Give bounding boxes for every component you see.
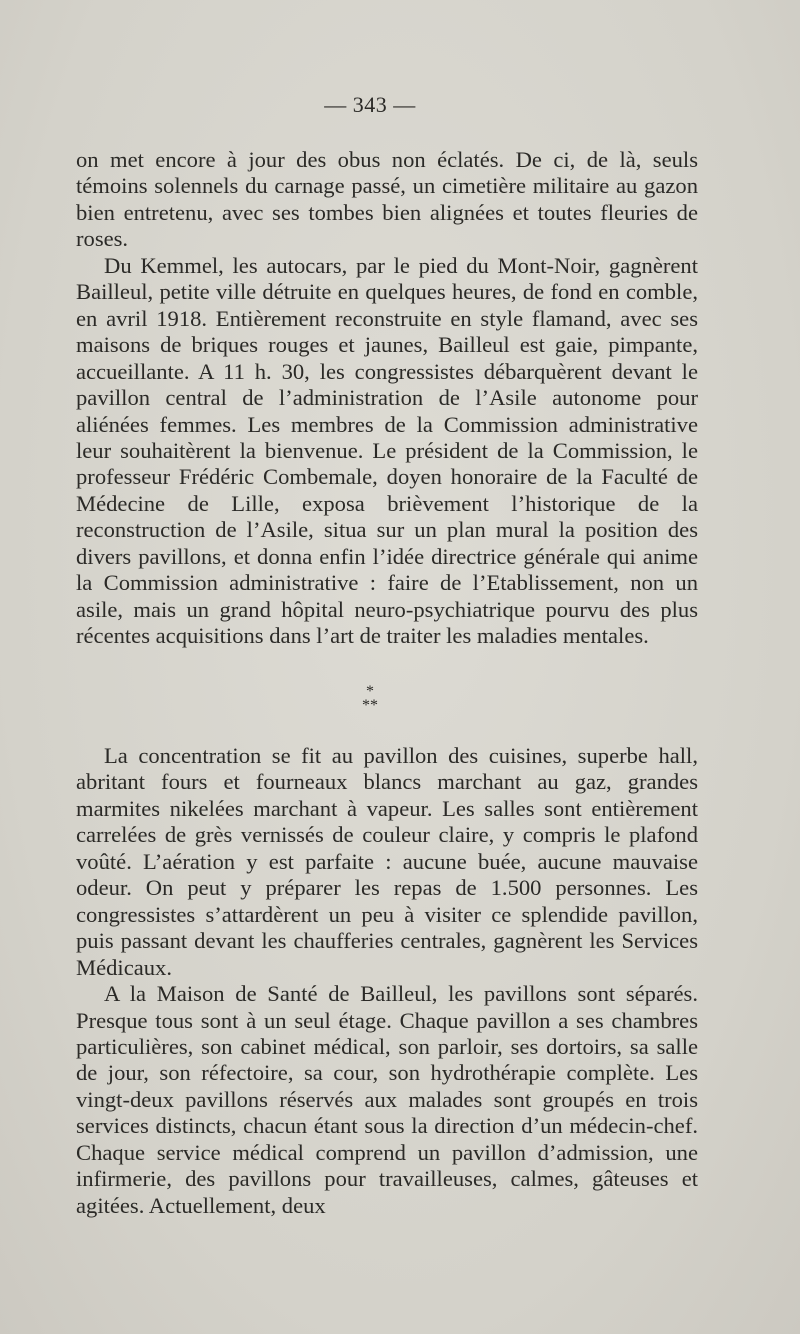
- asterism-bottom: **: [362, 697, 378, 714]
- paragraph: on met encore à jour des obus non éclatés. De ci, de là, seuls témoins solennels du carnage passé, un cimetière militaire au gazon bien entretenu, avec ses tombes bien alignées et toutes fleuries de roses.: [76, 147, 698, 252]
- asterism-separator: [340, 685, 400, 713]
- asterism-top: *: [366, 683, 374, 700]
- text-section-1: [76, 147, 698, 650]
- text-section-2: [76, 743, 698, 1219]
- paragraph: Du Kemmel, les autocars, par le pied du Mont-Noir, gagnèrent Bailleul, petite ville détruite en quelques heures, de fond en comble, en avril 1918. Entièrement reconstruite en style flamand, avec ses maisons de briques rouges et jaunes, Bailleul est gaie, pimpante, accueillante. A 11 h. 30, les congressistes débarquèrent devant le pavillon central de l’administration de l’Asile autonome pour aliénées femmes. Les membres de la Commission administrative leur souhaitèrent la bienvenue. Le président de la Commission, le professeur Frédéric Combemale, doyen honoraire de la Faculté de Médecine de Lille, exposa brièvement l’historique de la reconstruction de l’Asile, situa sur un plan mural la position des divers pavillons, et donna enfin l’idée directrice générale qui anime la Commission administrative : faire de l’Etablissement, non un asile, mais un grand hôpital neuro-psychiatrique pourvu des plus récentes acquisitions dans l’art de traiter les maladies mentales.: [76, 252, 698, 649]
- page-number: — 343 —: [324, 92, 416, 117]
- paragraph: A la Maison de Santé de Bailleul, les pavillons sont séparés. Presque tous sont à un seul étage. Chaque pavillon a ses chambres particulières, son cabinet médical, son parloir, ses dortoirs, sa salle de jour, son réfectoire, sa cour, son hydrothérapie complète. Les vingt-deux pavillons réservés aux malades sont groupés en trois services distincts, chacun étant sous la direction d’un médecin-chef. Chaque service médical comprend un pavillon d’admission, une infirmerie, des pavillons pour travailleuses, calmes, gâteuses et agitées. Actuellement, deux: [76, 981, 698, 1218]
- paragraph: La concentration se fit au pavillon des cuisines, superbe hall, abritant fours et fourneaux blancs marchant au gaz, grandes marmites nikelées marchant à vapeur. Les salles sont entièrement carrelées de grès vernissés de couleur claire, y compris le plafond voûté. L’aération y est parfaite : aucune buée, aucune mauvaise odeur. On peut y préparer les repas de 1.500 personnes. Les congressistes s’attardèrent un peu à visiter ce splendide pavillon, puis passant devant les chaufferies centrales, gagnèrent les Services Médicaux.: [76, 743, 698, 980]
